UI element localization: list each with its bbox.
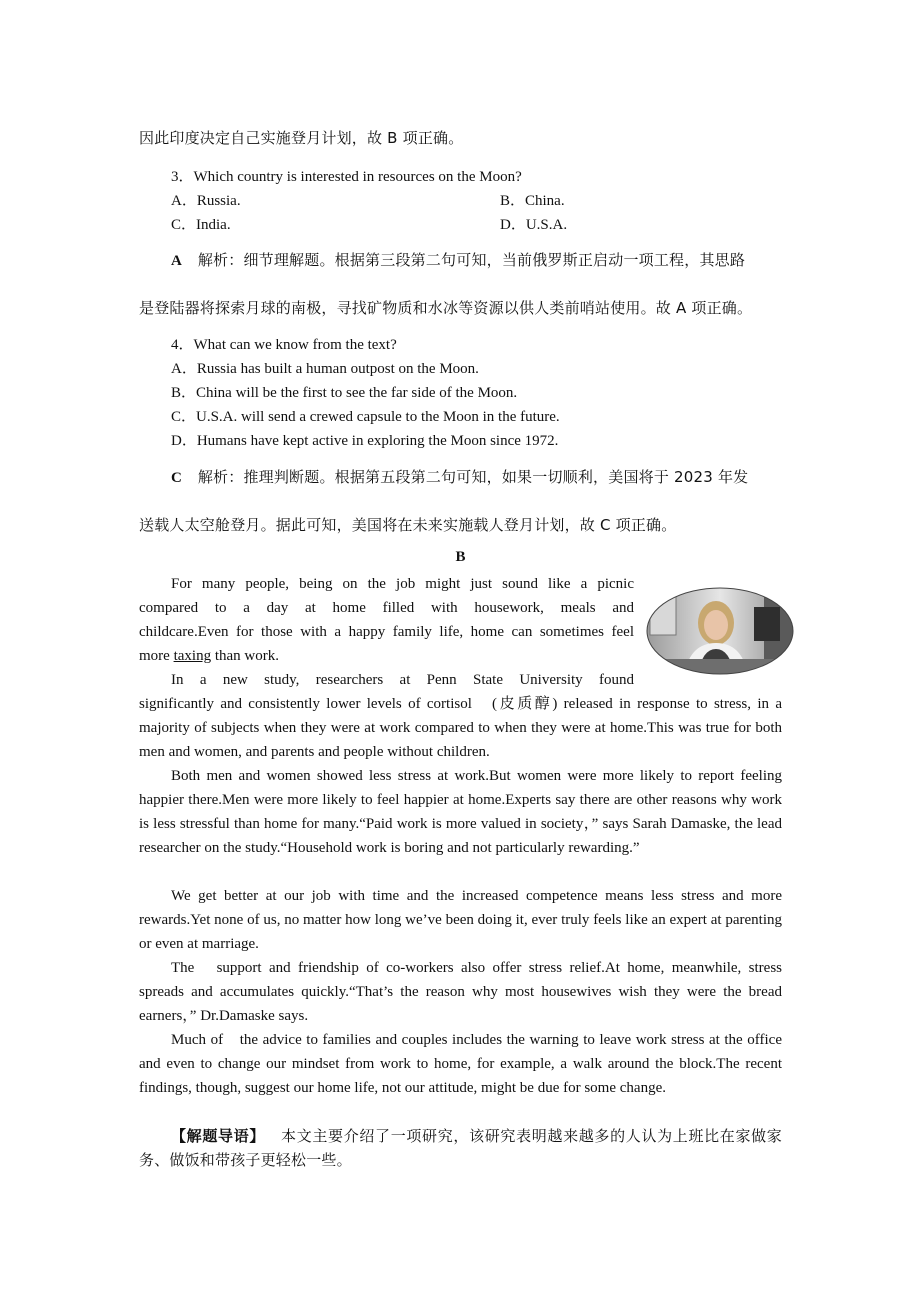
q3-option-a: A．Russia. [171,193,241,209]
passage-paragraph-6: Much of the advice to families and couples includes the warning to leave work stress at the office and even to change our mindset from work to home, for example, a walk around the block.The recent findings, though, suggest our home life, not our attitude, might be due for some change. [139,1032,782,1096]
p1-line-b: compared to a day at home filled with housework, meals and [139,600,634,616]
passage-guide [139,1124,782,1172]
q4-analysis-line1 [171,466,782,487]
q3-answer-letter: A [171,253,182,269]
passage-paragraph-5: The support and friendship of co-workers also offer stress relief.At home, meanwhile, stress spreads and accumulates quickly.“That’s the reason why most housewives wish they were the bread earners，” Dr.Damaske says. [139,960,782,1024]
p1-line-d-pre: more [139,648,174,664]
p1-line-d-post: than work. [211,648,279,664]
q3-option-c: C．India. [171,217,231,233]
passage-paragraph-2: significantly and consistently lower levels of cortisol (皮质醇) released in response to stress, in a majority of subjects when they were at work compared to when they were at home.This was true for both men and women, and parents and people without children. [139,696,782,760]
p1-line-a: For many people, being on the job might just sound like a picnic [171,576,634,592]
question-3: 3．Which country is interested in resources on the Moon? [171,169,522,185]
q3-option-d: D．U.S.A. [500,217,568,233]
guide-label: 【解题导语】 [171,1127,266,1145]
passage-paragraph-3: Both men and women showed less stress at work.But women were more likely to report feeling happier there.Men were more likely to feel happier at home.Experts say there are other reasons why work is less stressful than home for many.“Paid work is more valued in society，” says Sarah Damaske, the lead researcher on the study.“Household work is boring and not particularly rewarding.” [139,768,782,856]
q4-analysis-text1: 解析：推理判断题。根据第五段第二句可知，如果一切顺利，美国将于 2023 年发 [197,468,749,486]
underlined-word-taxing: taxing [173,648,212,664]
guide-text: 本文主要介绍了一项研究，该研究表明越来越多的人认为上班比在家做家务、做饭和带孩子更轻松一些。 [139,1127,783,1169]
q4-analysis-line2: 送载人太空舱登月。据此可知，美国将在未来实施载人登月计划，故 C 项正确。 [139,516,677,534]
q4-answer-letter: C [171,470,182,486]
p2-line-a: In a new study, researchers at Penn State University found [171,672,634,688]
q3-analysis-text1: 解析：细节理解题。根据第三段第二句可知，当前俄罗斯正启动一项工程，其思路 [197,251,746,269]
passage-paragraph-4: We get better at our job with time and the increased competence means less stress and more rewards.Yet none of us, no matter how long we’ve been doing it, ever truly feels like an expert at parenting or even at marriage. [139,888,782,952]
passage-paragraph-1 [139,572,634,668]
q4-option-a: A．Russia has built a human outpost on the Moon. [171,361,479,377]
q4-option-c: C．U.S.A. will send a crewed capsule to the Moon in the future. [171,409,560,425]
q3-analysis-line2: 是登陆器将探索月球的南极，寻找矿物质和水冰等资源以供人类前哨站使用。故 A 项正确。 [139,299,753,317]
p1-line-d [139,644,634,668]
q4-option-d: D．Humans have kept active in exploring the Moon since 1972. [171,433,559,449]
passage-title: B [455,549,466,565]
question-4: 4．What can we know from the text? [171,337,397,353]
q3-analysis-line1 [171,249,782,270]
woman-at-desk-photo [646,587,794,675]
q3-option-b: B．China. [500,193,565,209]
p1-line-c: childcare.Even for those with a happy family life, home can sometimes feel [139,624,634,640]
passage-paragraph-2-line1 [139,668,634,692]
prev-analysis-tail: 因此印度决定自己实施登月计划，故 B 项正确。 [139,129,464,147]
q4-option-b: B．China will be the first to see the far side of the Moon. [171,385,518,401]
